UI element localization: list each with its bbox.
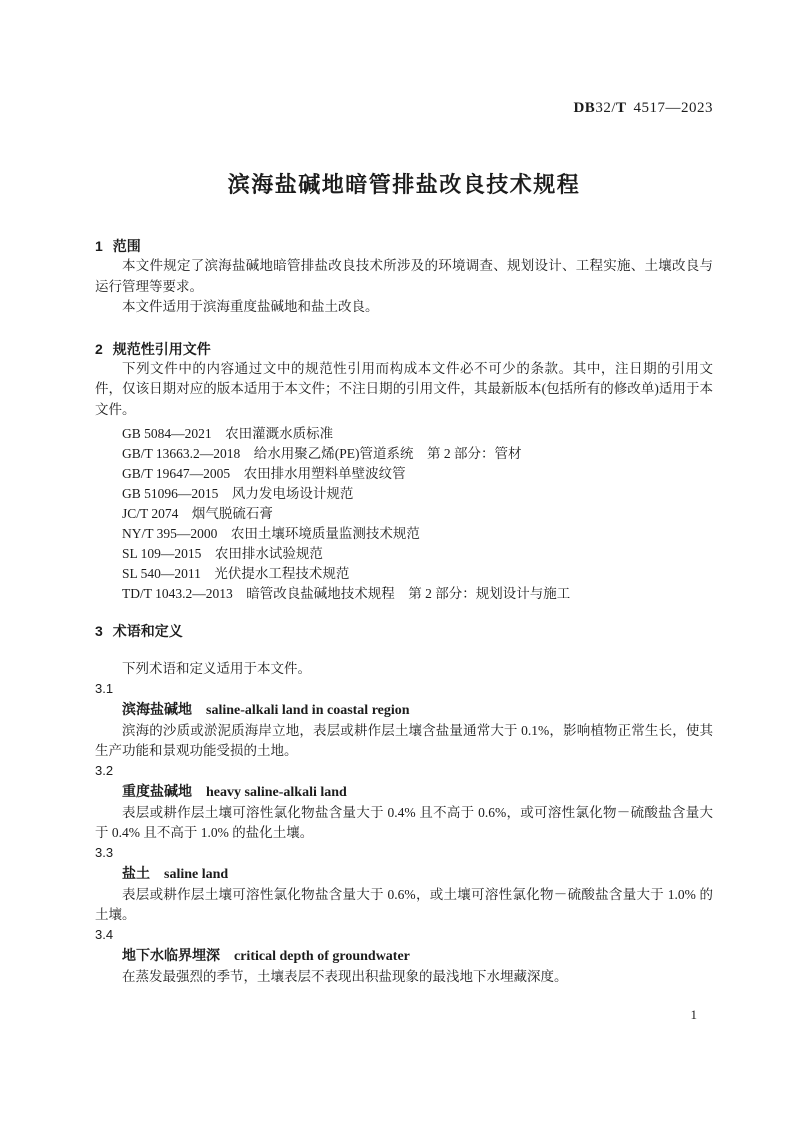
normative-references-list (95, 424, 713, 604)
section-1-heading (95, 236, 713, 256)
term-title (95, 863, 713, 885)
term-entry-3-2 (95, 761, 713, 843)
term-definition: 表层或耕作层土壤可溶性氯化物盐含量大于 0.4% 且不高于 0.6%，或可溶性氯化物－硫酸盐含量大于 0.4% 且不高于 1.0% 的盐化土壤。 (95, 805, 713, 840)
term-title (95, 781, 713, 803)
standard-code-prefix-db: DB (573, 100, 596, 116)
standard-code-number: 4517—2023 (633, 100, 713, 116)
section-2-title: 规范性引用文件 (112, 340, 211, 357)
term-name-en: saline-alkali land in coastal region (206, 703, 410, 718)
term-name-en: heavy saline-alkali land (206, 785, 347, 800)
term-name-zh: 滨海盐碱地 (122, 701, 192, 717)
term-name-zh: 重度盐碱地 (122, 783, 192, 799)
reference-item: GB/T 19647—2005 农田排水用塑料单壁波纹管 (122, 466, 406, 481)
term-definition: 在蒸发最强烈的季节，土壤表层不表现出积盐现象的最浅地下水埋藏深度。 (122, 969, 568, 984)
term-number: 3.4 (95, 927, 114, 942)
standard-code-type: T (615, 100, 627, 116)
term-entry-3-4 (95, 925, 713, 987)
reference-item: SL 540—2011 光伏提水工程技术规范 (122, 566, 350, 581)
section-1-title: 范围 (112, 238, 141, 254)
terms-intro: 下列术语和定义适用于本文件。 (122, 661, 311, 676)
reference-item: GB/T 13663.2—2018 给水用聚乙烯(PE)管道系统 第 2 部分：管材 (122, 446, 522, 461)
section-2-number: 2 (95, 340, 103, 357)
section-1-paragraph-2: 本文件适用于滨海重度盐碱地和盐土改良。 (122, 299, 379, 314)
term-number: 3.2 (95, 763, 114, 778)
reference-item: GB 5084—2021 农田灌溉水质标准 (122, 426, 334, 441)
term-name-en: critical depth of groundwater (234, 949, 410, 964)
term-name-zh: 地下水临界埋深 (122, 947, 220, 963)
section-1-number: 1 (95, 238, 103, 254)
document-title: 滨海盐碱地暗管排盐改良技术规程 (227, 172, 581, 197)
term-title (95, 945, 713, 967)
term-name-en: saline land (164, 867, 229, 882)
standard-code (95, 100, 713, 116)
section-2-paragraph-1: 下列文件中的内容通过文中的规范性引用而构成本文件必不可少的条款。其中，注日期的引用文件，仅该日期对应的版本适用于本文件；不注日期的引用文件，其最新版本(包括所有的修改单)适用于本文件。 (95, 360, 713, 417)
term-title (95, 699, 713, 721)
reference-item: NY/T 395—2000 农田土壤环境质量监测技术规范 (122, 526, 420, 541)
section-3-number: 3 (95, 623, 103, 639)
term-definition: 表层或耕作层土壤可溶性氯化物盐含量大于 0.6%，或土壤可溶性氯化物－硫酸盐含量大于 1.0% 的土壤。 (95, 887, 713, 922)
section-1-paragraph-1: 本文件规定了滨海盐碱地暗管排盐改良技术所涉及的环境调查、规划设计、工程实施、土壤改良与运行管理等要求。 (95, 258, 713, 294)
page-number: 1 (690, 1007, 697, 1022)
reference-item: GB 51096—2015 风力发电场设计规范 (122, 486, 354, 501)
reference-item: SL 109—2015 农田排水试验规范 (122, 546, 323, 561)
term-entry-3-3 (95, 843, 713, 925)
section-3-heading (95, 621, 713, 641)
reference-item: TD/T 1043.2—2013 暗管改良盐碱地技术规程 第 2 部分：规划设计与施工 (122, 586, 571, 601)
reference-item: JC/T 2074 烟气脱硫石膏 (122, 506, 273, 521)
term-number: 3.1 (95, 681, 114, 696)
term-definition: 滨海的沙质或淤泥质海岸立地，表层或耕作层土壤含盐量通常大于 0.1%，影响植物正常生长，使其生产功能和景观功能受损的土地。 (95, 723, 713, 758)
term-name-zh: 盐土 (122, 865, 150, 881)
section-3-title: 术语和定义 (112, 623, 183, 639)
term-entry-3-1 (95, 679, 713, 761)
section-2-heading (95, 339, 713, 359)
standard-code-region: 32/ (595, 100, 616, 116)
term-number: 3.3 (95, 845, 114, 860)
